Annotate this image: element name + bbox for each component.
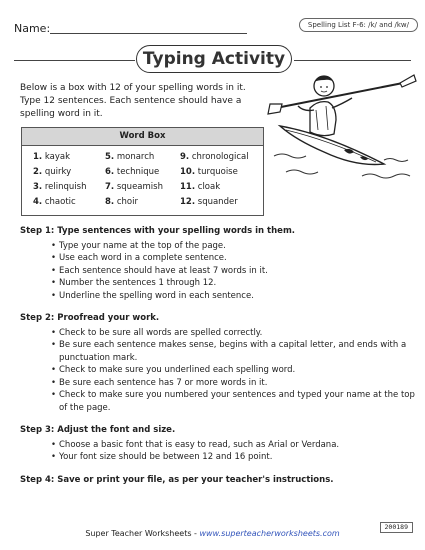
name-line xyxy=(50,33,247,34)
word-item: 2. quirky xyxy=(33,167,72,177)
steps-section xyxy=(20,225,415,496)
bullet-item: • Check to make sure you numbered your sentences and typed your name at the top of the page. xyxy=(59,389,415,414)
word-item: 4. chaotic xyxy=(33,197,76,207)
bullet-item: • Use each word in a complete sentence. xyxy=(59,252,415,265)
step-heading: Step 2: Proofread your work. xyxy=(20,313,160,323)
word-item: 1. kayak xyxy=(33,152,71,162)
bullet-item: • Check to make sure you underlined each spelling word. xyxy=(59,364,415,377)
title-rule-left xyxy=(14,60,135,61)
step-2 xyxy=(20,312,415,414)
bullet-item: • Be sure each sentence makes sense, begins with a capital letter, and ends with a punctuation mark. xyxy=(59,339,415,364)
bullet-item: • Type your name at the top of the page. xyxy=(59,240,415,253)
step-heading: Step 4: Save or print your file, as per your teacher's instructions. xyxy=(20,474,334,485)
word-item: 6. technique xyxy=(105,167,160,177)
bullet-item: • Underline the spelling word in each sentence. xyxy=(59,290,415,303)
footer-site: Super Teacher Worksheets - xyxy=(85,529,200,538)
kayaker-illustration xyxy=(266,64,418,188)
word-item: 7. squeamish xyxy=(105,182,163,192)
word-item: 9. chronological xyxy=(180,152,249,162)
footer-url[interactable]: www.superteacherworksheets.com xyxy=(199,529,340,538)
step-bullets xyxy=(20,439,415,464)
step-heading: Step 3: Adjust the font and size. xyxy=(20,425,176,435)
spelling-list-tag: Spelling List F-6: /k/ and /kw/ xyxy=(299,18,418,32)
step-1 xyxy=(20,225,415,302)
footer xyxy=(0,529,425,538)
step-4 xyxy=(20,474,415,487)
word-box-grid xyxy=(22,146,263,209)
word-item: 3. relinquish xyxy=(33,182,87,192)
name-label: Name: xyxy=(14,22,51,35)
word-item: 8. choir xyxy=(105,197,138,207)
page-title: Typing Activity xyxy=(136,45,292,73)
step-bullets xyxy=(20,327,415,415)
intro-text: Below is a box with 12 of your spelling words in it. Type 12 sentences. Each sentence should have a spelling word in it. xyxy=(20,83,246,119)
word-box-title: Word Box xyxy=(22,128,263,146)
worksheet-code: 200189 xyxy=(380,522,413,533)
bullet-item: • Each sentence should have at least 7 words in it. xyxy=(59,265,415,278)
step-heading: Step 1: Type sentences with your spelling words in them. xyxy=(20,226,296,236)
step-3 xyxy=(20,424,415,464)
bullet-item: • Your font size should be between 12 and 16 point. xyxy=(59,451,415,464)
bullet-item: • Number the sentences 1 through 12. xyxy=(59,277,415,290)
word-item: 5. monarch xyxy=(105,152,155,162)
step-bullets xyxy=(20,240,415,303)
word-box xyxy=(21,127,264,216)
word-item: 10. turquoise xyxy=(180,167,238,177)
bullet-item: • Be sure each sentence has 7 or more words in it. xyxy=(59,377,415,390)
bullet-item: • Choose a basic font that is easy to read, such as Arial or Verdana. xyxy=(59,439,415,452)
word-item: 11. cloak xyxy=(180,182,221,192)
title-rule-right xyxy=(294,60,411,61)
word-item: 12. squander xyxy=(180,197,238,207)
bullet-item: • Check to be sure all words are spelled correctly. xyxy=(59,327,415,340)
